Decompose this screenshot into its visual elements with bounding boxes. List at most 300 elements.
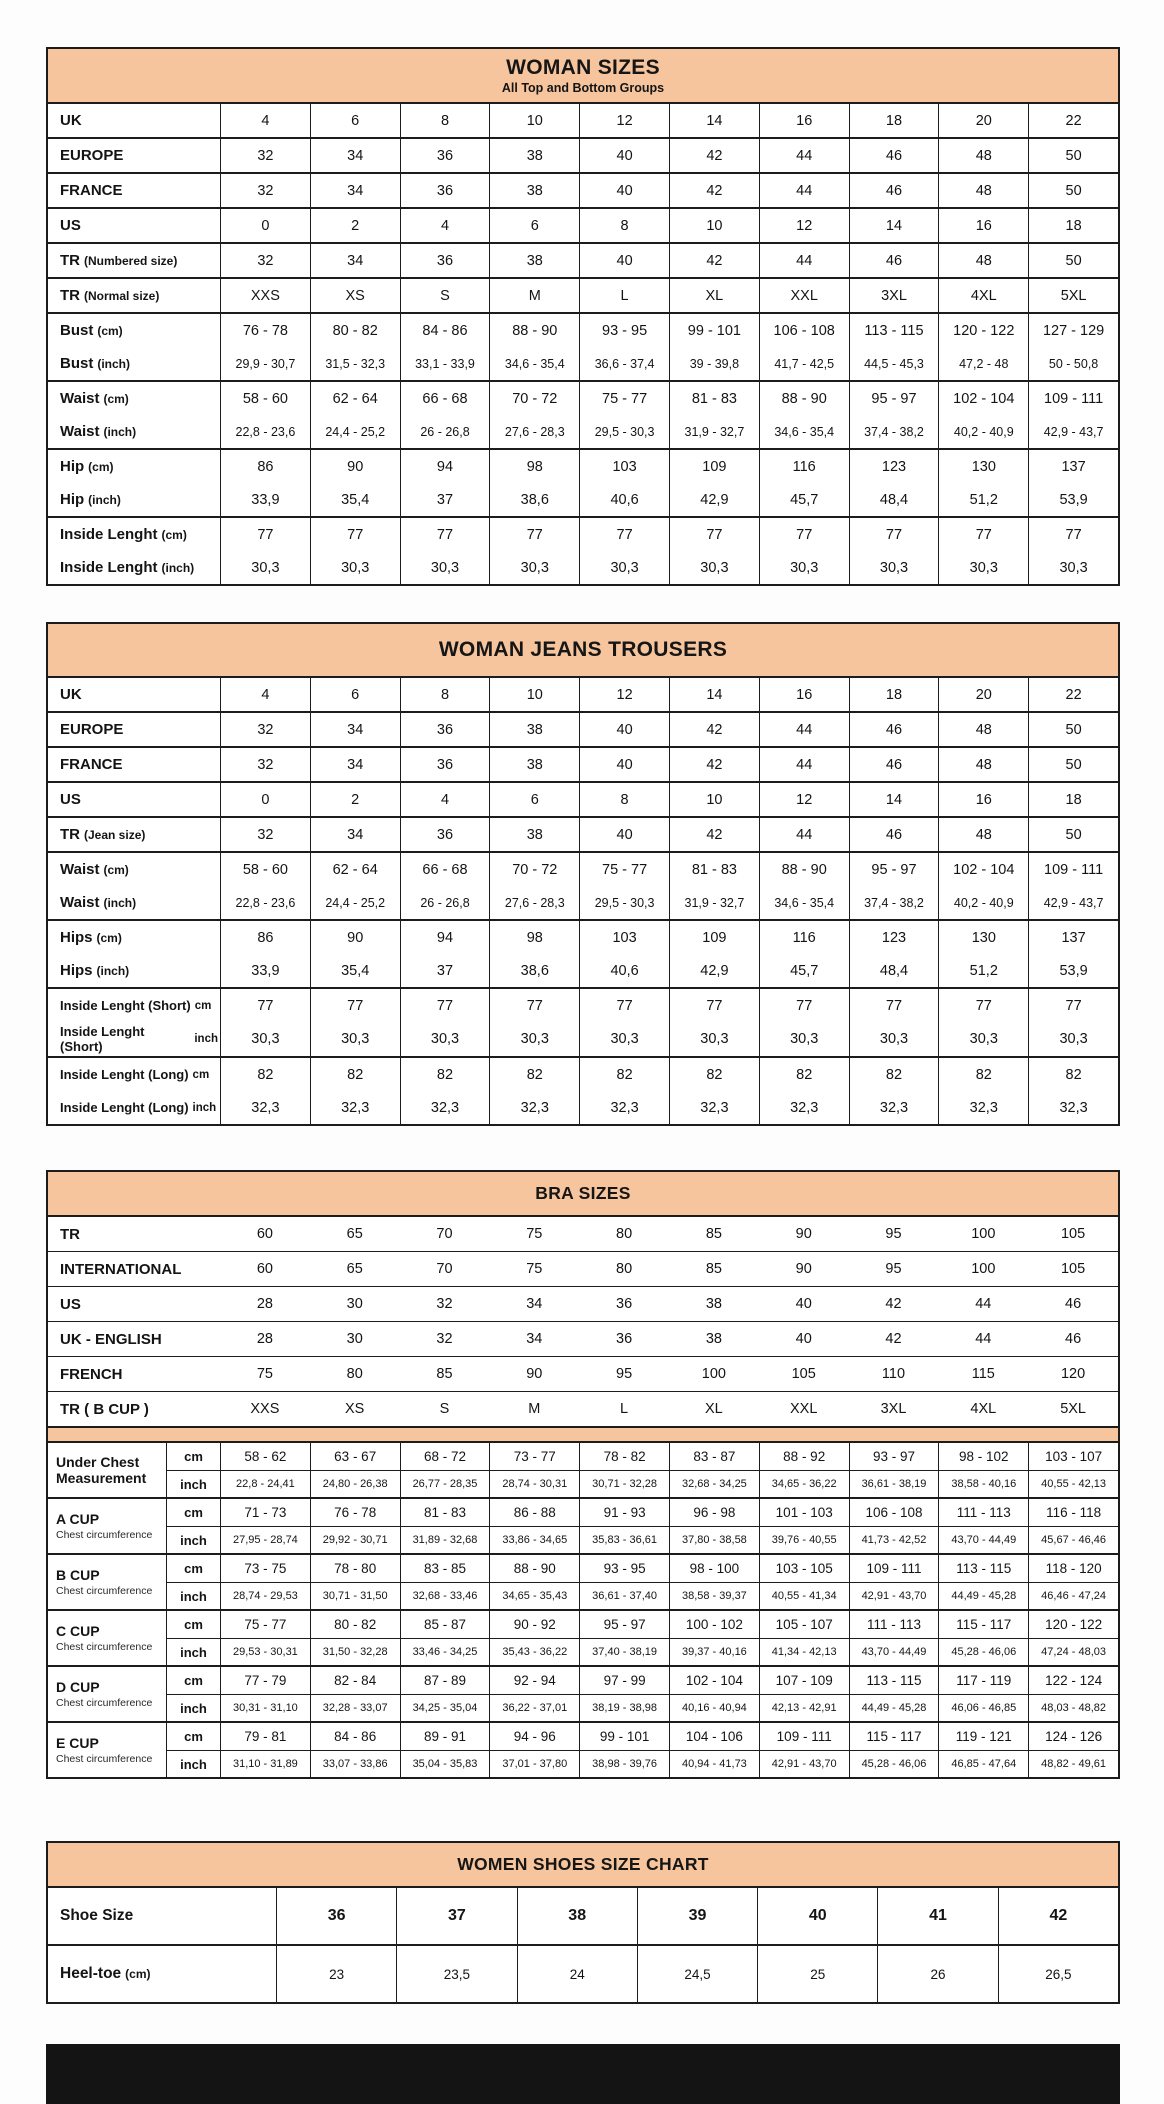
value-cell: 103 (579, 450, 669, 483)
value-cell: 40 (579, 139, 669, 172)
value-cell: 124 - 126 (1028, 1723, 1118, 1750)
women-shoes-table (46, 1841, 1120, 2004)
value-cell: 82 (400, 1058, 490, 1091)
row-label-bust-inch (48, 347, 220, 380)
row-label-unit: inch (192, 1101, 217, 1114)
value-cell: 84 - 86 (310, 1723, 400, 1750)
value-cell: 137 (1028, 450, 1118, 483)
row-label-text: FRANCE (60, 182, 123, 199)
row-label-inside-lenght-short-inch (48, 1022, 220, 1056)
value-cell: 30,3 (1028, 1022, 1118, 1056)
row-label-international (48, 1252, 220, 1286)
value-cell: 40,94 - 41,73 (669, 1750, 759, 1777)
value-cell: 30,31 - 31,10 (220, 1694, 310, 1721)
value-cell: 28 (256, 1296, 273, 1312)
row-label-text: Inside Lenght (Short) (60, 1024, 145, 1054)
value-cell: M (489, 279, 579, 312)
value-cell: 70 - 72 (489, 382, 579, 415)
value-cell: 32 (436, 1296, 453, 1312)
value-cell: 42,9 - 43,7 (1028, 415, 1118, 448)
value-cell: 75 - 77 (579, 853, 669, 886)
value-cell: 115 (971, 1366, 995, 1382)
value-cell: L (620, 1401, 629, 1417)
value-cell: 32,68 - 33,46 (400, 1582, 490, 1609)
cup-section-label-d-cup (48, 1667, 166, 1721)
value-cell: 29,5 - 30,3 (579, 415, 669, 448)
value-cell: 30,3 (938, 551, 1028, 584)
value-cell: 117 - 119 (938, 1667, 1028, 1694)
value-cell: 103 - 107 (1028, 1443, 1118, 1470)
value-cell: XS (345, 1401, 365, 1417)
table-row-uk (48, 678, 1118, 711)
value-cell: 45,7 (759, 483, 849, 516)
value-cell: 42 (669, 818, 759, 851)
value-cell: 28 (256, 1331, 273, 1347)
value-cell: 80 (616, 1226, 633, 1242)
value-cell: 95 - 97 (579, 1611, 669, 1638)
value-cell: 86 - 88 (489, 1499, 579, 1526)
value-cell: 48 (938, 818, 1028, 851)
bra-cup-measurement-grid (48, 1443, 1118, 1777)
value-cell: 79 - 81 (220, 1723, 310, 1750)
value-cell: 30,3 (220, 551, 310, 584)
value-cell: 48,03 - 48,82 (1028, 1694, 1118, 1721)
value-cell: 30,3 (759, 551, 849, 584)
value-cell: 90 - 92 (489, 1611, 579, 1638)
value-cell: 38 (705, 1331, 722, 1347)
cup-section-label-a-cup (48, 1499, 166, 1553)
value-cell: 51,2 (938, 954, 1028, 987)
value-cell: 32,28 - 33,07 (310, 1694, 400, 1721)
value-cell: 39 (637, 1888, 757, 1944)
cup-section-label-under-chest-measurement (48, 1443, 166, 1497)
value-cell: 30,71 - 32,28 (579, 1470, 669, 1497)
value-cell: 22 (1028, 104, 1118, 137)
value-cell: 77 (938, 518, 1028, 551)
value-cell: 39 - 39,8 (669, 347, 759, 380)
value-cell: 70 (436, 1226, 453, 1242)
value-cell: 26 - 26,8 (400, 886, 490, 919)
value-cell: 22 (1028, 678, 1118, 711)
value-cell: 82 (759, 1058, 849, 1091)
value-cell: 42,9 (669, 483, 759, 516)
value-cell: 40,16 - 40,94 (669, 1694, 759, 1721)
unit-label-cm: cm (166, 1443, 220, 1470)
value-cell: 41,7 - 42,5 (759, 347, 849, 380)
value-cell: 77 (759, 989, 849, 1022)
row-label-france (48, 174, 220, 207)
value-cell: 26,5 (998, 1946, 1118, 2002)
value-cell: 36 (616, 1331, 633, 1347)
value-cell: 14 (849, 783, 939, 816)
value-cell: 50 (1028, 818, 1118, 851)
value-cell: 92 - 94 (489, 1667, 579, 1694)
value-cell: 40,6 (579, 483, 669, 516)
value-cell: 38,58 - 40,16 (938, 1470, 1028, 1497)
row-label-text: UK (60, 112, 82, 129)
woman-jeans-title: WOMAN JEANS TROUSERS (438, 638, 728, 661)
row-label-unit: (Numbered size) (84, 253, 178, 268)
value-cell: 80 (346, 1366, 363, 1382)
value-cell: 46 (849, 139, 939, 172)
value-cell: 12 (759, 209, 849, 242)
value-cell: 32,3 (489, 1091, 579, 1124)
value-cell: 50 (1028, 748, 1118, 781)
row-label-unit: (inch) (103, 895, 137, 910)
value-cell: 77 - 79 (220, 1667, 310, 1694)
row-label-text: TR (60, 287, 80, 304)
value-cell: 45,7 (759, 954, 849, 987)
value-cell: 30,71 - 31,50 (310, 1582, 400, 1609)
value-cell: 82 (310, 1058, 400, 1091)
value-cell: 39,37 - 40,16 (669, 1638, 759, 1665)
value-cell: 90 (526, 1366, 543, 1382)
value-cell: XXS (220, 279, 310, 312)
value-cell: 109 - 111 (1028, 382, 1118, 415)
value-cell: 48,4 (849, 483, 939, 516)
value-cell: 91 - 93 (579, 1499, 669, 1526)
value-cell: 32,3 (579, 1091, 669, 1124)
bra-table-divider (48, 1426, 1118, 1443)
value-cell: 51,2 (938, 483, 1028, 516)
value-cell: 38,6 (489, 483, 579, 516)
value-cell: 109 - 111 (849, 1555, 939, 1582)
value-cell: 36 (400, 748, 490, 781)
value-cell: 33,9 (220, 954, 310, 987)
row-group (48, 450, 1118, 518)
value-cell: 2 (310, 783, 400, 816)
value-cell: 77 (579, 518, 669, 551)
value-cell: 94 (400, 921, 490, 954)
value-cell: 12 (579, 678, 669, 711)
value-cell: XS (310, 279, 400, 312)
table-row-inside-lenght-long-cm (48, 1058, 1118, 1091)
row-group (48, 139, 1118, 174)
value-cell: 37 (396, 1888, 516, 1944)
value-cell: 46,06 - 46,85 (938, 1694, 1028, 1721)
bra-sizes-table (46, 1170, 1120, 1779)
value-cell: 22,8 - 23,6 (220, 886, 310, 919)
value-cell: 75 - 77 (220, 1611, 310, 1638)
value-cell: 48,4 (849, 954, 939, 987)
row-label-text: Waist (60, 894, 100, 911)
value-cell: 38 (489, 748, 579, 781)
value-cell: 46,85 - 47,64 (938, 1750, 1028, 1777)
value-cell: 100 - 102 (669, 1611, 759, 1638)
table-row-hip-inch (48, 483, 1118, 516)
value-cell: 32,68 - 34,25 (669, 1470, 759, 1497)
value-cell: 36,22 - 37,01 (489, 1694, 579, 1721)
value-cell: 100 (701, 1366, 726, 1382)
row-label-shoe-size (48, 1888, 276, 1944)
table-row-waist-inch (48, 886, 1118, 919)
value-cell: 90 (795, 1261, 812, 1277)
value-cell: 34 (310, 748, 400, 781)
value-cell: 32 (220, 818, 310, 851)
row-label-us (48, 1287, 220, 1321)
row-group (48, 921, 1118, 989)
value-cell: 122 - 124 (1028, 1667, 1118, 1694)
women-shoes-title: WOMEN SHOES SIZE CHART (457, 1854, 709, 1874)
value-cell: 80 (616, 1261, 633, 1277)
value-cell: 77 (1028, 989, 1118, 1022)
value-cell: 127 - 129 (1028, 314, 1118, 347)
value-cell: 30,3 (489, 1022, 579, 1056)
row-label-tr-normal-size (48, 279, 220, 312)
row-label-tr (48, 1217, 220, 1251)
cup-label-text: B CUP (56, 1567, 100, 1584)
value-cell: 33,86 - 34,65 (489, 1526, 579, 1553)
value-cell: 16 (759, 104, 849, 137)
value-cell: 34 (526, 1296, 543, 1312)
value-cell: 116 - 118 (1028, 1499, 1118, 1526)
row-label-unit: cm (194, 999, 212, 1012)
value-cell: 42,91 - 43,70 (849, 1582, 939, 1609)
table-row-inside-lenght-inch (48, 551, 1118, 584)
value-cell: 109 - 111 (759, 1723, 849, 1750)
value-cell: 109 (669, 450, 759, 483)
row-label-us (48, 783, 220, 816)
value-cell: 109 (669, 921, 759, 954)
value-cell: 38 (489, 713, 579, 746)
value-cell: 41 (877, 1888, 997, 1944)
table-row-waist-cm (48, 853, 1118, 886)
value-cell: 24,5 (637, 1946, 757, 2002)
value-cell: 53,9 (1028, 954, 1118, 987)
value-cell: 31,9 - 32,7 (669, 886, 759, 919)
value-cell: 32 (436, 1331, 453, 1347)
row-label-unit: (cm) (97, 323, 123, 338)
value-cell: 116 (759, 450, 849, 483)
value-cell: 33,9 (220, 483, 310, 516)
cup-label-caption: Chest circumference (56, 1752, 153, 1765)
row-label-tr-jean-size (48, 818, 220, 851)
cup-section-d-cup (48, 1667, 1118, 1723)
value-cell: 120 - 122 (1028, 1611, 1118, 1638)
value-cell: 50 (1028, 713, 1118, 746)
row-label-unit: (cm) (96, 930, 122, 945)
value-cell: 88 - 90 (759, 853, 849, 886)
value-cell: 75 (526, 1261, 543, 1277)
value-cell: 81 - 83 (669, 853, 759, 886)
value-cell: 119 - 121 (938, 1723, 1028, 1750)
table-row-us (48, 1287, 1118, 1322)
value-cell: 77 (579, 989, 669, 1022)
value-cell: 48 (938, 713, 1028, 746)
table-row-inside-lenght-short-inch (48, 1022, 1118, 1056)
value-cell: 90 (310, 921, 400, 954)
value-cell: 77 (669, 518, 759, 551)
value-cell: 111 - 113 (849, 1611, 939, 1638)
value-cell: 106 - 108 (759, 314, 849, 347)
value-cell: 8 (400, 104, 490, 137)
row-label-waist-cm (48, 382, 220, 415)
value-cell: 88 - 90 (759, 382, 849, 415)
value-cell: 30,3 (310, 1022, 400, 1056)
unit-label-cm: cm (166, 1555, 220, 1582)
table-row-hips-inch (48, 954, 1118, 987)
value-cell: 68 - 72 (400, 1443, 490, 1470)
value-cell: 26 - 26,8 (400, 415, 490, 448)
table-row-tr-numbered-size (48, 244, 1118, 277)
value-cell: 100 (971, 1226, 996, 1242)
value-cell: 29,53 - 30,31 (220, 1638, 310, 1665)
value-cell: 62 - 64 (310, 382, 400, 415)
unit-label-inch: inch (166, 1470, 220, 1497)
value-cell: 40,55 - 42,13 (1028, 1470, 1118, 1497)
value-cell: 31,50 - 32,28 (310, 1638, 400, 1665)
value-cell: 42 (998, 1888, 1118, 1944)
value-cell: 116 (759, 921, 849, 954)
value-cell: 24,4 - 25,2 (310, 415, 400, 448)
value-cell: 82 (669, 1058, 759, 1091)
value-cell: 102 - 104 (938, 853, 1028, 886)
cup-label-caption: Chest circumference (56, 1584, 153, 1597)
value-cell: 31,5 - 32,3 (310, 347, 400, 380)
value-cell: 60 (256, 1261, 273, 1277)
value-cell: 42 (885, 1331, 902, 1347)
value-cell: 33,46 - 34,25 (400, 1638, 490, 1665)
row-label-text: US (60, 1295, 81, 1313)
value-cell: 42 (669, 713, 759, 746)
value-cell: 85 (705, 1261, 722, 1277)
table-row-tr-normal-size (48, 279, 1118, 312)
value-cell: 4 (220, 104, 310, 137)
value-cell: 10 (669, 209, 759, 242)
value-cell: 85 (705, 1226, 722, 1242)
value-cell: 87 - 89 (400, 1667, 490, 1694)
value-cell: 84 - 86 (400, 314, 490, 347)
table-row-tr-b-cup (48, 1392, 1118, 1426)
value-cell: 115 - 117 (849, 1723, 939, 1750)
value-cell: 58 - 60 (220, 382, 310, 415)
table-row-europe (48, 139, 1118, 172)
value-cell: 18 (849, 104, 939, 137)
value-cell: 27,95 - 28,74 (220, 1526, 310, 1553)
row-label-bust-cm (48, 314, 220, 347)
unit-label-inch: inch (166, 1526, 220, 1553)
value-cell: 37,4 - 38,2 (849, 415, 939, 448)
value-cell: 38 (489, 174, 579, 207)
value-cell: 37,80 - 38,58 (669, 1526, 759, 1553)
value-cell: 81 - 83 (400, 1499, 490, 1526)
value-cell: 4XL (938, 279, 1028, 312)
table-row-hips-cm (48, 921, 1118, 954)
value-cell: 50 (1028, 174, 1118, 207)
value-cell: 85 (436, 1366, 453, 1382)
value-cell: 77 (310, 518, 400, 551)
row-label-text: US (60, 217, 81, 234)
value-cell: 37,40 - 38,19 (579, 1638, 669, 1665)
value-cell: 103 - 105 (759, 1555, 849, 1582)
row-label-text: Inside Lenght (Long) (60, 1067, 189, 1082)
value-cell: 45,28 - 46,06 (938, 1638, 1028, 1665)
value-cell: 42 (669, 174, 759, 207)
value-cell: 34,6 - 35,4 (489, 347, 579, 380)
value-cell: 82 (220, 1058, 310, 1091)
value-cell: 25 (757, 1946, 877, 2002)
value-cell: 103 (579, 921, 669, 954)
value-cell: 88 - 90 (489, 1555, 579, 1582)
row-label-waist-inch (48, 415, 220, 448)
value-cell: 46 (1065, 1296, 1082, 1312)
value-cell: 50 (1028, 139, 1118, 172)
row-label-text: UK - ENGLISH (60, 1330, 162, 1348)
row-label-unit: (inch) (88, 492, 121, 507)
value-cell: XXL (789, 1401, 818, 1417)
row-label-text: Hip (60, 491, 85, 508)
row-label-unit: (inch) (97, 356, 131, 371)
row-group (48, 853, 1118, 921)
value-cell: 38 (517, 1888, 637, 1944)
value-cell: 18 (1028, 209, 1118, 242)
value-cell: 4XL (970, 1401, 997, 1417)
women-shoes-header (48, 1843, 1118, 1888)
value-cell: 95 (885, 1226, 902, 1242)
woman-sizes-subtitle: All Top and Bottom Groups (501, 81, 665, 95)
value-cell: 94 - 96 (489, 1723, 579, 1750)
value-cell: 42 (885, 1296, 902, 1312)
value-cell: 34 (310, 818, 400, 851)
value-cell: 75 - 77 (579, 382, 669, 415)
value-cell: 82 (849, 1058, 939, 1091)
row-label-tr-b-cup (48, 1392, 220, 1426)
value-cell: 12 (759, 783, 849, 816)
value-cell: S (439, 1401, 450, 1417)
value-cell: 77 (1028, 518, 1118, 551)
row-label-unit: (inch) (161, 560, 195, 575)
value-cell: 73 - 77 (489, 1443, 579, 1470)
value-cell: 35,4 (310, 483, 400, 516)
value-cell: 36,61 - 37,40 (579, 1582, 669, 1609)
row-label-unit: (cm) (161, 527, 187, 542)
women-shoes-body (48, 1888, 1118, 2002)
value-cell: 12 (579, 104, 669, 137)
woman-jeans-body (48, 678, 1118, 1124)
cup-section-e-cup (48, 1723, 1118, 1777)
row-label-unit: inch (194, 1033, 218, 1045)
value-cell: 22,8 - 24,41 (220, 1470, 310, 1497)
unit-label-cm: cm (166, 1611, 220, 1638)
value-cell: 115 - 117 (938, 1611, 1028, 1638)
value-cell: 113 - 115 (849, 314, 939, 347)
value-cell: 30,3 (579, 1022, 669, 1056)
value-cell: 26 (877, 1946, 997, 2002)
value-cell: 36 (400, 713, 490, 746)
value-cell: 65 (346, 1261, 363, 1277)
value-cell: 32 (220, 139, 310, 172)
row-label-unit: (cm) (103, 862, 129, 877)
value-cell: 88 - 92 (759, 1443, 849, 1470)
row-label-text: EUROPE (60, 721, 124, 738)
row-label-unit: cm (192, 1068, 210, 1081)
value-cell: 40 (795, 1296, 812, 1312)
value-cell: 4 (400, 783, 490, 816)
value-cell: 32,3 (938, 1091, 1028, 1124)
value-cell: 93 - 97 (849, 1443, 939, 1470)
value-cell: 28,74 - 30,31 (489, 1470, 579, 1497)
value-cell: 3XL (849, 279, 939, 312)
value-cell: 34,65 - 36,22 (759, 1470, 849, 1497)
row-label-text: INTERNATIONAL (60, 1260, 182, 1278)
table-row-uk-english (48, 1322, 1118, 1357)
value-cell: XXS (250, 1401, 280, 1417)
row-label-text: TR (60, 826, 80, 843)
value-cell: 24 (517, 1946, 637, 2002)
value-cell: 46 (849, 818, 939, 851)
bra-sizes-title: BRA SIZES (535, 1183, 631, 1203)
cup-label-text: D CUP (56, 1679, 100, 1696)
